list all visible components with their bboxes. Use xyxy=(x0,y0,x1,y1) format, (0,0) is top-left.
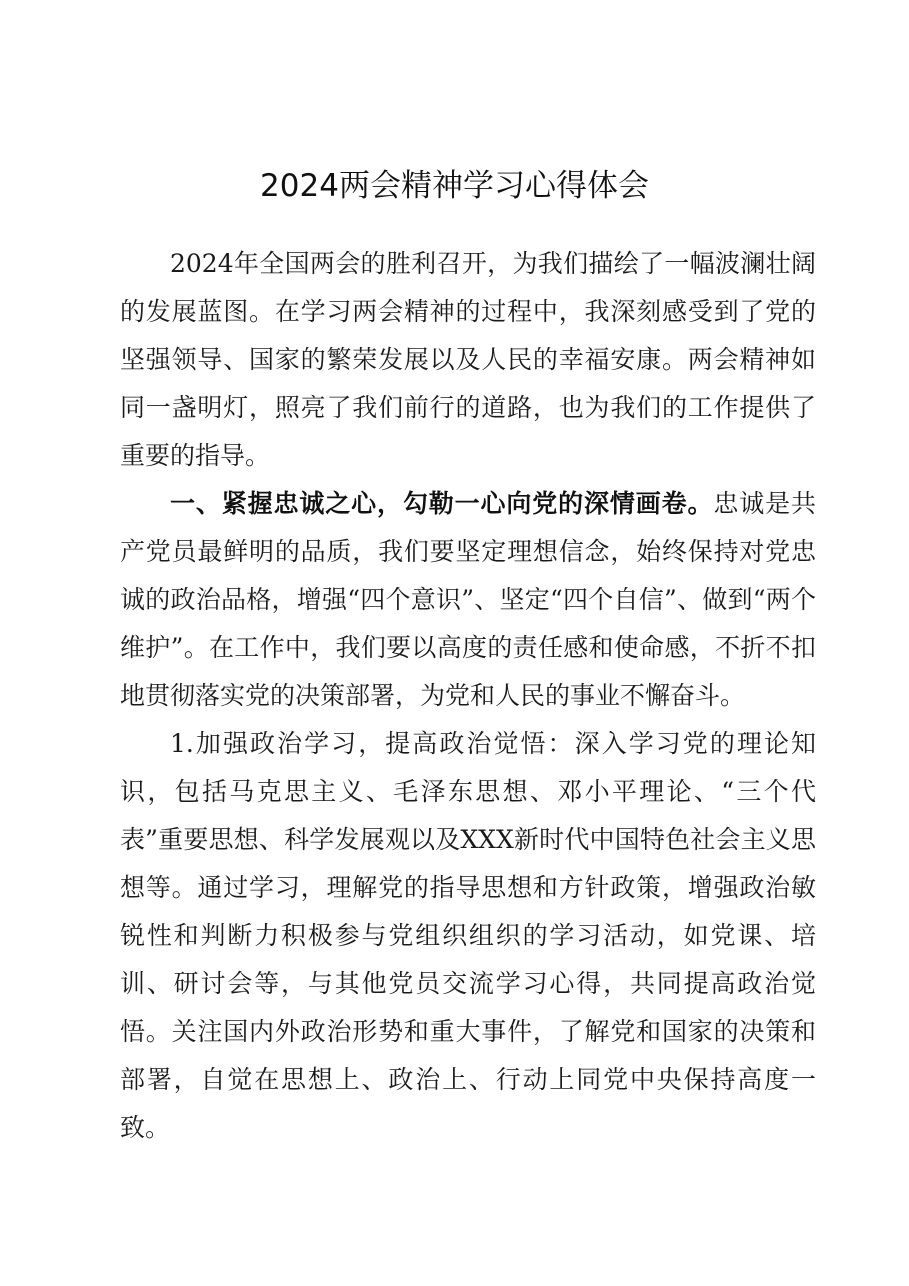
document-body xyxy=(120,240,816,1152)
document-title: 2024两会精神学习心得体会 xyxy=(260,168,649,204)
paragraph-intro xyxy=(120,240,816,480)
item-one-text: 1.加强政治学习，提高政治觉悟：深入学习党的理论知识，包括马克思主义、毛泽东思想、邓小平理论、“三个代表”重要思想、科学发展观以及XXX新时代中国特色社会主义思想等。通过学习，理解党的指导思想和方针政策，增强政治敏锐性和判断力积极参与党组织组织的学习活动，如党课、培训、研讨会等，与其他党员交流学习心得，共同提高政治觉悟。关注国内外政治形势和重大事件，了解党和国家的决策和部署，自觉在思想上、政治上、行动上同党中央保持高度一致。 xyxy=(120,729,816,1142)
section-one-text: 忠诚是共产党员最鲜明的品质，我们要坚定理想信念，始终保持对党忠诚的政治品格，增强“四个意识”、坚定“四个自信”、做到“两个维护”。在工作中，我们要以高度的责任感和使命感，不折不扣地贯彻落实党的决策部署，为党和人民的事业不懈奋斗。 xyxy=(120,489,816,710)
paragraph-item-one xyxy=(120,720,816,1152)
paragraph-intro-text: 2024年全国两会的胜利召开，为我们描绘了一幅波澜壮阔的发展蓝图。在学习两会精神的过程中，我深刻感受到了党的坚强领导、国家的繁荣发展以及人民的幸福安康。两会精神如同一盏明灯，照亮了我们前行的道路，也为我们的工作提供了重要的指导。 xyxy=(120,249,816,470)
paragraph-section-one xyxy=(120,480,816,720)
section-one-heading: 一、紧握忠诚之心，勾勒一心向党的深情画卷。 xyxy=(170,489,714,518)
